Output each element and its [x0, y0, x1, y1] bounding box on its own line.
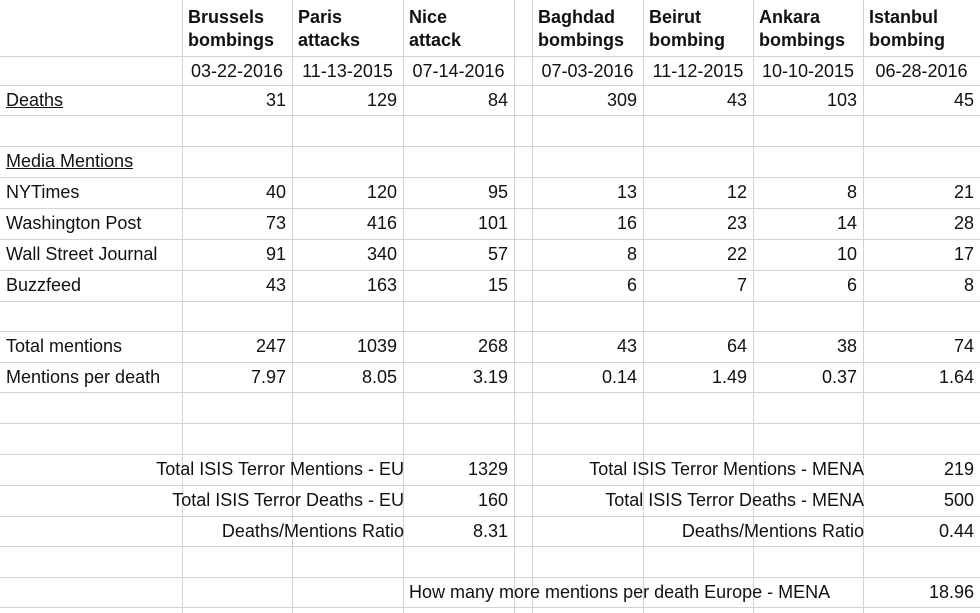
- media-row-value[interactable]: 23: [726, 213, 747, 233]
- summary-eu-label[interactable]: Deaths/Mentions Ratio: [221, 521, 404, 541]
- event-date[interactable]: 11-12-2015: [652, 61, 744, 81]
- event-name-line2[interactable]: bombing: [649, 30, 725, 50]
- mentions-per-death-value[interactable]: 1.64: [938, 367, 974, 387]
- media-row-label[interactable]: Buzzfeed: [6, 275, 82, 295]
- event-name-line2[interactable]: attack: [409, 30, 462, 50]
- mentions-per-death-label[interactable]: Mentions per death: [6, 367, 161, 387]
- summary-mena-value[interactable]: 219: [943, 459, 974, 479]
- event-date[interactable]: 06-28-2016: [875, 61, 968, 81]
- deaths-value[interactable]: 309: [606, 90, 637, 110]
- summary-mena-value[interactable]: 0.44: [938, 521, 974, 541]
- summary-mena-value[interactable]: 500: [943, 490, 974, 510]
- mentions-per-death-value[interactable]: 0.14: [601, 367, 637, 387]
- media-row-value[interactable]: 120: [366, 182, 397, 202]
- media-row-value[interactable]: 17: [953, 244, 974, 264]
- media-row-value[interactable]: 12: [726, 182, 747, 202]
- media-row-value[interactable]: 57: [487, 244, 508, 264]
- summary-eu-label[interactable]: Total ISIS Terror Mentions - EU: [156, 459, 404, 479]
- event-name-line1[interactable]: Paris: [298, 7, 343, 27]
- mentions-per-death-value[interactable]: 3.19: [472, 367, 508, 387]
- media-row-value[interactable]: 6: [626, 275, 637, 295]
- event-name-line1[interactable]: Ankara: [759, 7, 821, 27]
- total-mentions-value[interactable]: 64: [726, 336, 747, 356]
- row-gridline: [0, 301, 980, 302]
- summary-difference-value[interactable]: 18.96: [928, 582, 974, 602]
- total-mentions-value[interactable]: 74: [953, 336, 974, 356]
- media-row-value[interactable]: 73: [265, 213, 286, 233]
- media-row-value[interactable]: 416: [366, 213, 397, 233]
- media-row-value[interactable]: 6: [846, 275, 857, 295]
- mentions-per-death-value[interactable]: 7.97: [250, 367, 286, 387]
- total-mentions-value[interactable]: 1039: [356, 336, 397, 356]
- total-mentions-value[interactable]: 268: [477, 336, 508, 356]
- event-name-line2[interactable]: bombings: [759, 30, 845, 50]
- total-mentions-value[interactable]: 43: [616, 336, 637, 356]
- deaths-label[interactable]: Deaths: [6, 90, 64, 110]
- media-mentions-heading[interactable]: Media Mentions: [6, 151, 134, 171]
- summary-eu-value[interactable]: 1329: [467, 459, 508, 479]
- summary-eu-value[interactable]: 8.31: [472, 521, 508, 541]
- media-row-label[interactable]: Washington Post: [6, 213, 142, 233]
- deaths-value[interactable]: 103: [826, 90, 857, 110]
- event-name-line2[interactable]: attacks: [298, 30, 361, 50]
- media-row-value[interactable]: 10: [836, 244, 857, 264]
- event-name-line1[interactable]: Beirut: [649, 7, 702, 27]
- event-name-line2[interactable]: bombings: [538, 30, 624, 50]
- total-mentions-value[interactable]: 38: [836, 336, 857, 356]
- media-row-value[interactable]: 91: [265, 244, 286, 264]
- deaths-value[interactable]: 43: [726, 90, 747, 110]
- event-name-line1[interactable]: Brussels: [188, 7, 265, 27]
- deaths-value[interactable]: 84: [487, 90, 508, 110]
- media-row-value[interactable]: 22: [726, 244, 747, 264]
- event-name-line2[interactable]: bombing: [869, 30, 945, 50]
- media-row-value[interactable]: 101: [477, 213, 508, 233]
- deaths-value[interactable]: 31: [265, 90, 286, 110]
- deaths-value[interactable]: 45: [953, 90, 974, 110]
- media-row-value[interactable]: 13: [616, 182, 637, 202]
- media-row-value[interactable]: 14: [836, 213, 857, 233]
- total-mentions-value[interactable]: 247: [255, 336, 286, 356]
- media-row-label[interactable]: Wall Street Journal: [6, 244, 158, 264]
- event-name-line1[interactable]: Nice: [409, 7, 448, 27]
- media-row-value[interactable]: 95: [487, 182, 508, 202]
- media-row-value[interactable]: 340: [366, 244, 397, 264]
- mentions-per-death-value[interactable]: 0.37: [821, 367, 857, 387]
- summary-mena-label[interactable]: Total ISIS Terror Deaths - MENA: [605, 490, 864, 510]
- media-row-value[interactable]: 8: [846, 182, 857, 202]
- summary-mena-label[interactable]: Deaths/Mentions Ratio: [681, 521, 864, 541]
- total-mentions-label[interactable]: Total mentions: [6, 336, 123, 356]
- deaths-value[interactable]: 129: [366, 90, 397, 110]
- mentions-per-death-value[interactable]: 8.05: [361, 367, 397, 387]
- media-row-value[interactable]: 15: [487, 275, 508, 295]
- media-row-value[interactable]: 16: [616, 213, 637, 233]
- row-gridline: [0, 607, 980, 608]
- event-date[interactable]: 03-22-2016: [190, 61, 284, 81]
- media-row-value[interactable]: 7: [736, 275, 747, 295]
- summary-difference-label[interactable]: How many more mentions per death Europe - MENA: [409, 582, 831, 602]
- summary-mena-label[interactable]: Total ISIS Terror Mentions - MENA: [589, 459, 864, 479]
- summary-eu-value[interactable]: 160: [477, 490, 508, 510]
- row-gridline: [0, 423, 980, 424]
- media-row-value[interactable]: 8: [626, 244, 637, 264]
- media-row-value[interactable]: 28: [953, 213, 974, 233]
- media-row-value[interactable]: 40: [265, 182, 286, 202]
- media-row-label[interactable]: NYTimes: [6, 182, 80, 202]
- media-row-value[interactable]: 21: [953, 182, 974, 202]
- event-date[interactable]: 07-03-2016: [541, 61, 634, 81]
- mentions-per-death-value[interactable]: 1.49: [711, 367, 747, 387]
- event-date[interactable]: 10-10-2015: [761, 61, 855, 81]
- event-name-line2[interactable]: bombings: [188, 30, 274, 50]
- media-row-value[interactable]: 8: [963, 275, 974, 295]
- event-date[interactable]: 11-13-2015: [302, 61, 393, 81]
- event-name-line1[interactable]: Istanbul: [869, 7, 939, 27]
- event-name-line1[interactable]: Baghdad: [538, 7, 616, 27]
- summary-eu-label[interactable]: Total ISIS Terror Deaths - EU: [172, 490, 404, 510]
- media-row-value[interactable]: 43: [265, 275, 286, 295]
- media-row-value[interactable]: 163: [366, 275, 397, 295]
- event-date[interactable]: 07-14-2016: [412, 61, 505, 81]
